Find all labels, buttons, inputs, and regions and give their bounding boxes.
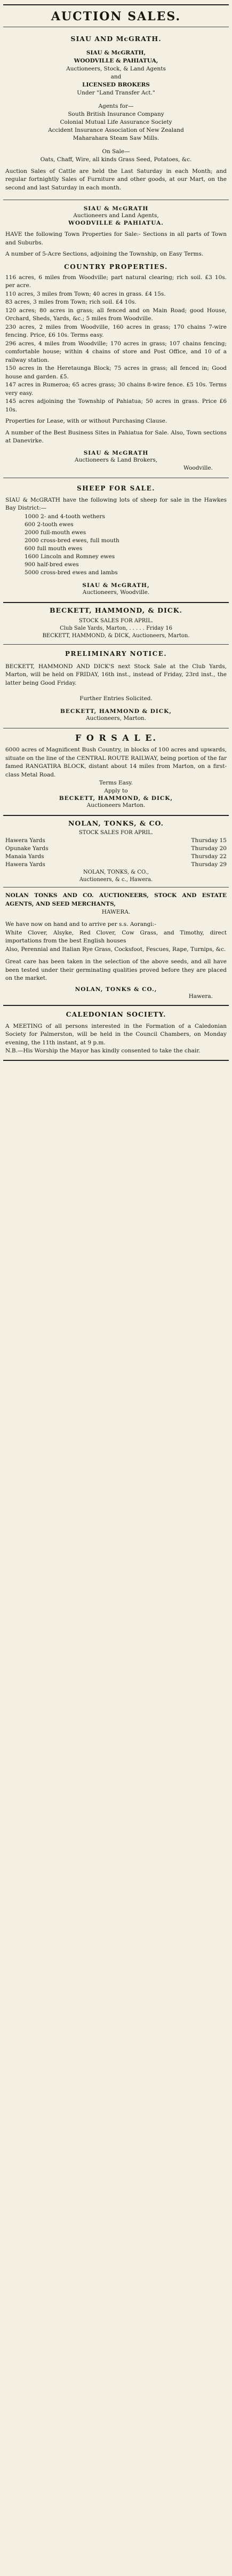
forsale-heading: F O R S A L E. [75, 733, 157, 743]
caledonian-nb: N.B.—His Worship the Mayor has kindly consented to take the chair. [5, 1048, 201, 1054]
country-item: 150 acres in the Heretaunga Block; 75 acres in grass; all fenced in; Good house and garden. £5. [5, 365, 227, 380]
sheep-lot: 2000 cross-bred ewes, full mouth [25, 537, 119, 544]
siau2-sig-1: SIAU & McGRATH [83, 449, 149, 456]
top-rule [3, 4, 229, 5]
nolan-sales-table [3, 837, 229, 869]
table-row [3, 853, 229, 861]
on-sale-label: On Sale— [102, 148, 130, 155]
caledonian-body: A MEETING of all persons interested in the Formation of a Caledonian Society for Palmerston, will be held in the Council Chambers, on Monday evening, the 11th instant, at 9 p.m. [5, 1023, 227, 1046]
beckett-heading: BECKETT, HAMMOND, & DICK. [49, 606, 182, 614]
yard-cell: Hawera Yards [5, 861, 45, 868]
bottom-rule [3, 1060, 229, 1061]
siau-line-4: and [110, 74, 122, 80]
nolan-care: Great care has been taken in the selection of the above seeds, and all have been tested under their germinating qualities proved before they are placed on the market. [5, 958, 227, 981]
country-item: 116 acres, 6 miles from Woodville; part natural clearing; rich soil. £3 10s. per acre. [5, 274, 227, 289]
nolan2-sig-2: Hawera. [188, 993, 213, 1000]
five-acre-sections: A number of 5-Acre Sections, adjoining the Township, on Easy Terms. [5, 251, 204, 257]
country-item: 83 acres, 3 miles from Town; rich soil. £4 10s. [5, 299, 137, 305]
siau-heading: SIAU AND McGRATH. [70, 35, 162, 43]
sheep-lot: 600 full mouth ewes [25, 545, 83, 552]
forsale-sig-1: BECKETT, HAMMOND, & DICK, [59, 795, 173, 802]
forsale-apply: Apply to [104, 788, 128, 794]
siau-line-1: SIAU & McGRATH, [86, 50, 146, 56]
table-row [3, 845, 229, 853]
beckett-sig: BECKETT, HAMMOND, & DICK, Auctioneers, Marton. [42, 632, 190, 639]
sheep-intro: SIAU & McGRATH have the following lots of sheep for sale in the Hawkes Bay District:— [5, 496, 227, 511]
nolan-sub: STOCK SALES FOR APRIL. [78, 830, 154, 836]
prelim-body: BECKETT, HAMMOND AND DICK'S next Stock Sale at the Club Yards, Marton, will be held on FRIDAY, 16th inst., instead of Friday, 23rd inst., the latter being Good Friday. [5, 663, 227, 686]
forsale-terms: Terms Easy. [99, 780, 133, 786]
nolan-sig-1: NOLAN, TONKS, & CO., [83, 869, 149, 875]
agent-4: Maharahara Steam Saw Mills. [73, 135, 159, 141]
yard-cell: Hawera Yards [5, 837, 45, 844]
prelim-heading: PRELIMINARY NOTICE. [65, 649, 167, 657]
nolan2-sig-1: NOLAN, TONKS & CO., [75, 986, 157, 993]
sheep-lot: 5000 cross-bred ewes and lambs [25, 569, 118, 576]
nolan-now: We have now on hand and to arrive per s.s. Aorangi:- [5, 921, 156, 928]
agent-2: Colonial Mutual Life Assurance Society [60, 119, 172, 125]
caledonian-heading: CALEDONIAN SOCIETY. [66, 1010, 166, 1018]
country-item: 296 acres, 4 miles from Woodville; 170 acres in grass; 107 chains fencing; comfortable house; within 4 chains of store and Post Office, and 10 of a railway station. [5, 340, 227, 363]
siau2-caption: Auctioneers and Land Agents, [73, 212, 159, 219]
beckett-line: Club Sale Yards, Marton, . . . . . Friday 16 [60, 625, 172, 631]
sheep-lot: 600 2-tooth ewes [25, 521, 74, 528]
sales-paragraph: Auction Sales of Cattle are held the Last Saturday in each Month; and regular fortnightly Sales of Furniture and other goods, at our Mart, on the second and last Saturday in each month. [5, 168, 227, 191]
beckett-sub: STOCK SALES FOR APRIL. [78, 617, 154, 624]
nolan-sig-2: Auctioneers, & c., Hawera. [79, 877, 153, 883]
yard-cell: Manaia Yards [5, 853, 44, 860]
town-properties: HAVE the following Town Properties for Sale:- Sections in all parts of Town and Suburbs. [5, 231, 227, 246]
business-sites: A number of the Best Business Sites in Pahiatua for Sale. Also, Town sections at Danevirke. [5, 429, 227, 444]
siau2-sig-2: Auctioneers & Land Brokers, [74, 456, 158, 463]
sheep-lot: 2000 full-mouth ewes [25, 529, 86, 536]
siau-line-6: Under "Land Transfer Act." [77, 90, 155, 96]
prelim-further: Further Entries Solicited. [79, 695, 153, 702]
agent-3: Accident Insurance Association of New Zealand [48, 127, 184, 133]
siau-line-3: Auctioneers, Stock, & Land Agents [66, 66, 166, 72]
lease-note: Properties for Lease, with or without Purchasing Clause. [5, 418, 167, 424]
sheep-heading: SHEEP FOR SALE. [77, 484, 155, 492]
table-row [3, 837, 229, 845]
newspaper-column [3, 0, 229, 2576]
nolan-intro: NOLAN TONKS AND CO. AUCTIONEERS, STOCK AND ESTATE AGENTS, AND SEED MERCHANTS, [5, 892, 227, 907]
agents-label: Agents for— [98, 103, 134, 109]
country-item: 147 acres in Rumeroa; 65 acres grass; 30 chains 8-wire fence. £5 10s. Terms very easy. [5, 382, 227, 397]
country-item: 120 acres; 80 acres in grass; all fenced and on Main Road; good House, Orchard, Sheds, Yards, &c.; 5 miles from Woodville. [5, 307, 227, 322]
forsale-body: 6000 acres of Magnificent Bush Country, in blocks of 100 acres and upwards, situate on the line of the CENTRAL ROUTE RAILWAY, being portion of the far famed RANGATIRA BLOCK, distant about 14 miles from Marton, on a first-class Metal Road. [5, 747, 227, 778]
country-item: 110 acres, 3 miles from Town; 40 acres in grass. £4 15s. [5, 290, 166, 297]
siau2-location: WOODVILLE & PAHIATUA. [68, 220, 164, 226]
nolan-place: HAWERA. [101, 909, 131, 915]
sheep-sig-2: Auctioneers, Woodville. [82, 589, 150, 596]
yard-cell: Opunake Yards [5, 845, 49, 852]
on-sale-text: Oats, Chaff, Wire, all kinds Grass Seed, Potatoes, &c. [40, 156, 192, 163]
country-item: 145 acres adjoining the Township of Pahiatua; 50 acres in grass. Price £6 10s. [5, 398, 227, 413]
page-title: AUCTION SALES. [51, 10, 181, 23]
day-cell: Thursday 20 [191, 845, 227, 852]
siau2-heading: SIAU & McGRATH [83, 205, 149, 212]
siau-line-2: WOODVILLE & PAHIATUA, [74, 58, 158, 64]
sheep-lot: 1600 Lincoln and Romney ewes [25, 553, 115, 560]
country-heading: COUNTRY PROPERTIES. [64, 263, 168, 271]
table-row [3, 861, 229, 869]
day-cell: Thursday 15 [191, 837, 227, 844]
siau-line-5: LICENSED BROKERS [82, 82, 150, 88]
nolan-heading: NOLAN, TONKS, & CO. [68, 819, 164, 827]
agent-1: South British Insurance Company [68, 111, 164, 117]
country-item: 230 acres, 2 miles from Woodville, 160 acres in grass; 170 chains 7-wire fencing. Price, £6 10s. Terms easy. [5, 323, 227, 338]
sheep-sig-1: SIAU & McGRATH, [82, 582, 150, 589]
day-cell: Thursday 22 [191, 853, 227, 860]
nolan-clover: White Clover, Alsyke, Red Clover, Cow Grass, and Timothy, direct importations from the best English houses [5, 929, 227, 944]
prelim-sig-2: Auctioneers, Marton. [85, 715, 147, 722]
prelim-sig-1: BECKETT, HAMMOND & DICK, [60, 708, 172, 715]
nolan-also: Also, Perennial and Italian Rye Grass, Cocksfoot, Fescues, Rape, Turnips, &c. [5, 946, 226, 953]
forsale-sig-2: Auctioneers Marton. [86, 802, 146, 809]
siau2-sig-3: Woodville. [183, 464, 213, 471]
day-cell: Thursday 29 [191, 861, 227, 868]
sheep-lot: 900 half-bred ewes [25, 561, 79, 568]
sheep-lot: 1000 2- and 4-tooth wethers [25, 513, 105, 520]
